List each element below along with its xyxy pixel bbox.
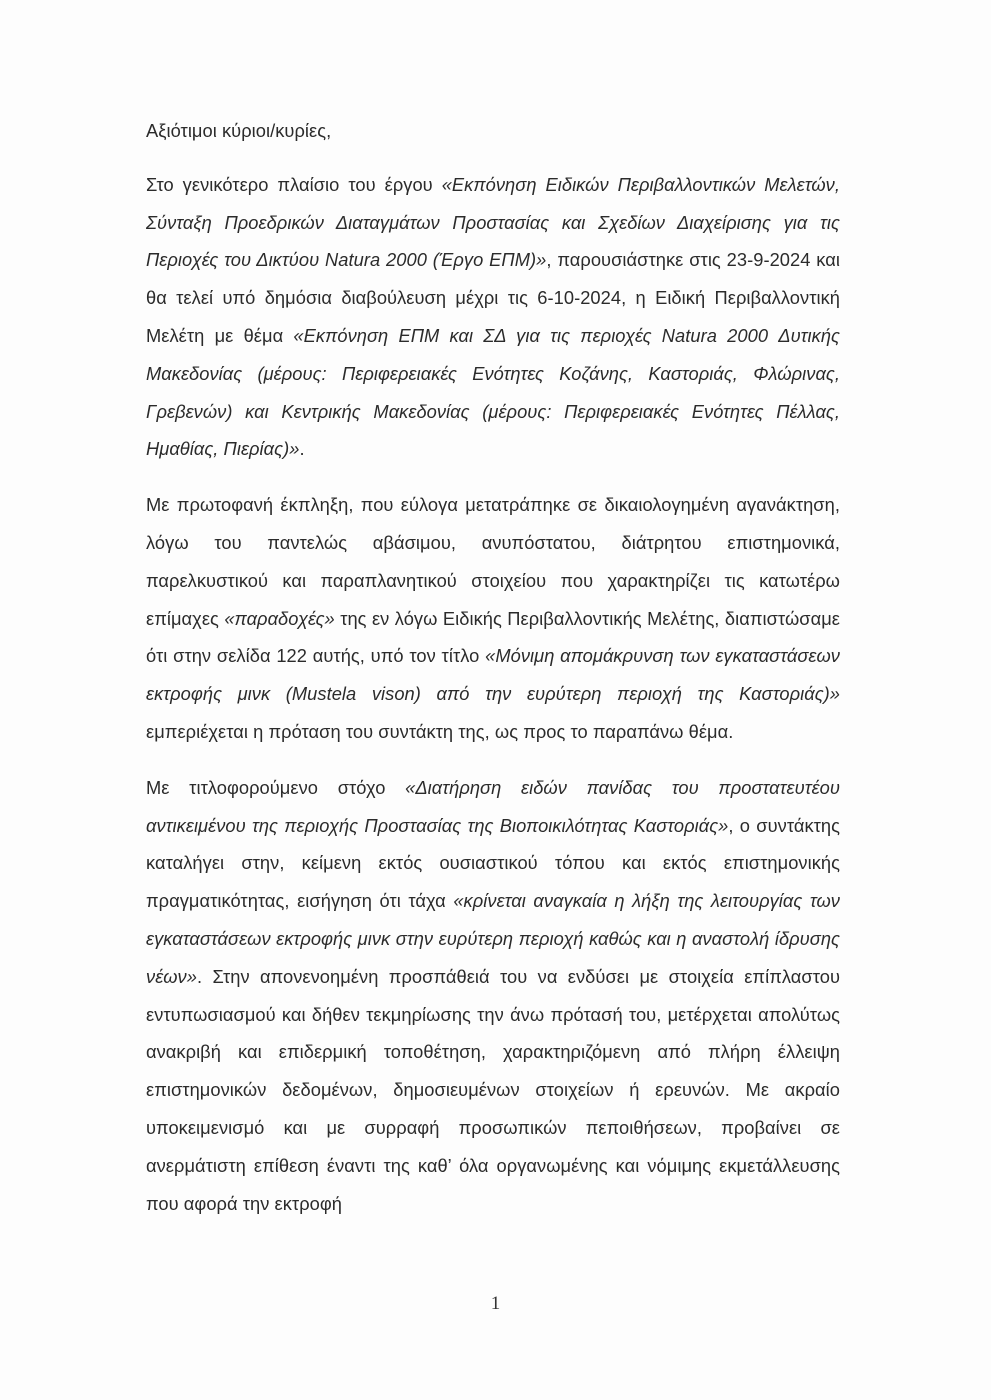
paragraph-2-text-3: εμπεριέχεται η πρόταση του συντάκτη της, ως προς το παραπάνω θέμα. [146, 720, 734, 742]
paragraph-2-text-2: της εν λόγω Ειδικής Περιβαλλοντικής Μελέτης, διαπιστώσαμε ότι στην σελίδα 122 αυτής, υπό τον τίτλο [146, 607, 840, 667]
paragraph-3-text-2: , ο συντάκτης καταλήγει στην, κείμενη εκτός ουσιαστικού τόπου και εκτός επιστημονικής πραγματικότητας, εισήγηση ότι τάχα [146, 814, 840, 912]
letter-body [146, 112, 840, 1240]
study-title-quote: «Εκπόνηση ΕΠΜ και ΣΔ για τις περιοχές Natura 2000 Δυτικής Μακεδονίας (μέρους: Περιφερειακές Ενότητες Κοζάνης, Καστοριάς, Φλώρινας, Γρεβενών) και Κεντρικής Μακεδονίας (μέρους: Περιφερειακές Ενότητες Πέλλας, Ημαθίας, Πιερίας)» [146, 324, 840, 460]
assumptions-quote: «παραδοχές» [224, 607, 335, 629]
paragraph-1 [146, 166, 840, 468]
objective-quote: «Διατήρηση ειδών πανίδας του προστατευτέου αντικειμένου της περιοχής Προστασίας της Βιοποικιλότητας Καστοριάς» [146, 776, 840, 836]
paragraph-1-text-2: , παρουσιάστηκε στις 23-9-2024 και θα τελεί υπό δημόσια διαβούλευση μέχρι τις 6-10-2024, η Ειδική Περιβαλλοντική Μελέτη με θέμα [146, 249, 840, 346]
proposal-quote: «κρίνεται αναγκαία η λήξη της λειτουργίας των εγκαταστάσεων εκτροφής μινκ στην ευρύτερη περιοχή καθώς και η αναστολή ίδρυσης νέων» [146, 890, 840, 987]
paragraph-1-text-3: . [299, 438, 305, 460]
project-title-quote: «Εκπόνηση Ειδικών Περιβαλλοντικών Μελετών, Σύνταξη Προεδρικών Διαταγμάτων Προστασίας και Σχεδίων Διαχείρισης για τις Περιοχές του Δικτύου Natura 2000 (Έργο ΕΠΜ)» [146, 173, 840, 271]
paragraph-3 [146, 769, 840, 1223]
page-number: 1 [490, 1293, 501, 1314]
salutation: Αξιότιμοι κύριοι/κυρίες, [146, 120, 332, 141]
paragraph-3-text-3: . Στην απονενοημένη προσπάθειά του να ενδύσει με στοιχεία επίπλαστου εντυπωσιασμού και δήθεν τεκμηρίωσης την άνω πρότασή του, μετέρχεται απολύτως ανακριβή και επιδερμική τοποθέτηση, χαρακτηριζόμενη από πλήρη έλλειψη επιστημονικών δεδομένων, δημοσιευμένων στοιχείων ή ερευνών. Με ακραίο υποκειμενισμό και με συρραφή προσωπικών πεποιθήσεων, προβαίνει σε ανερμάτιστη επίθεση έναντι της καθ’ όλα οργανωμένης και νόμιμης εκμετάλλευσης που αφορά την εκτροφή [146, 965, 840, 1214]
paragraph-2 [146, 486, 840, 751]
paragraph-2-text-1: Με πρωτοφανή έκπληξη, που εύλογα μετατράπηκε σε δικαιολογημένη αγανάκτηση, λόγω του παντελώς αβάσιμου, ανυπόστατου, διάτρητου επιστημονικά, παρελκυστικού και παραπλανητικού στοιχείου που χαρακτηρίζει τις κατωτέρω επίμαχες [146, 494, 840, 629]
paragraph-3-text-1: Με τιτλοφορούμενο στόχο [146, 776, 406, 798]
paragraph-1-text-1: Στο γενικότερο πλαίσιο του έργου [146, 173, 442, 195]
section-title-quote: «Μόνιμη απομάκρυνση των εγκαταστάσεων εκτροφής μινκ (Mustela vison) από την ευρύτερη περιοχή της Καστοριάς)» [146, 645, 840, 705]
